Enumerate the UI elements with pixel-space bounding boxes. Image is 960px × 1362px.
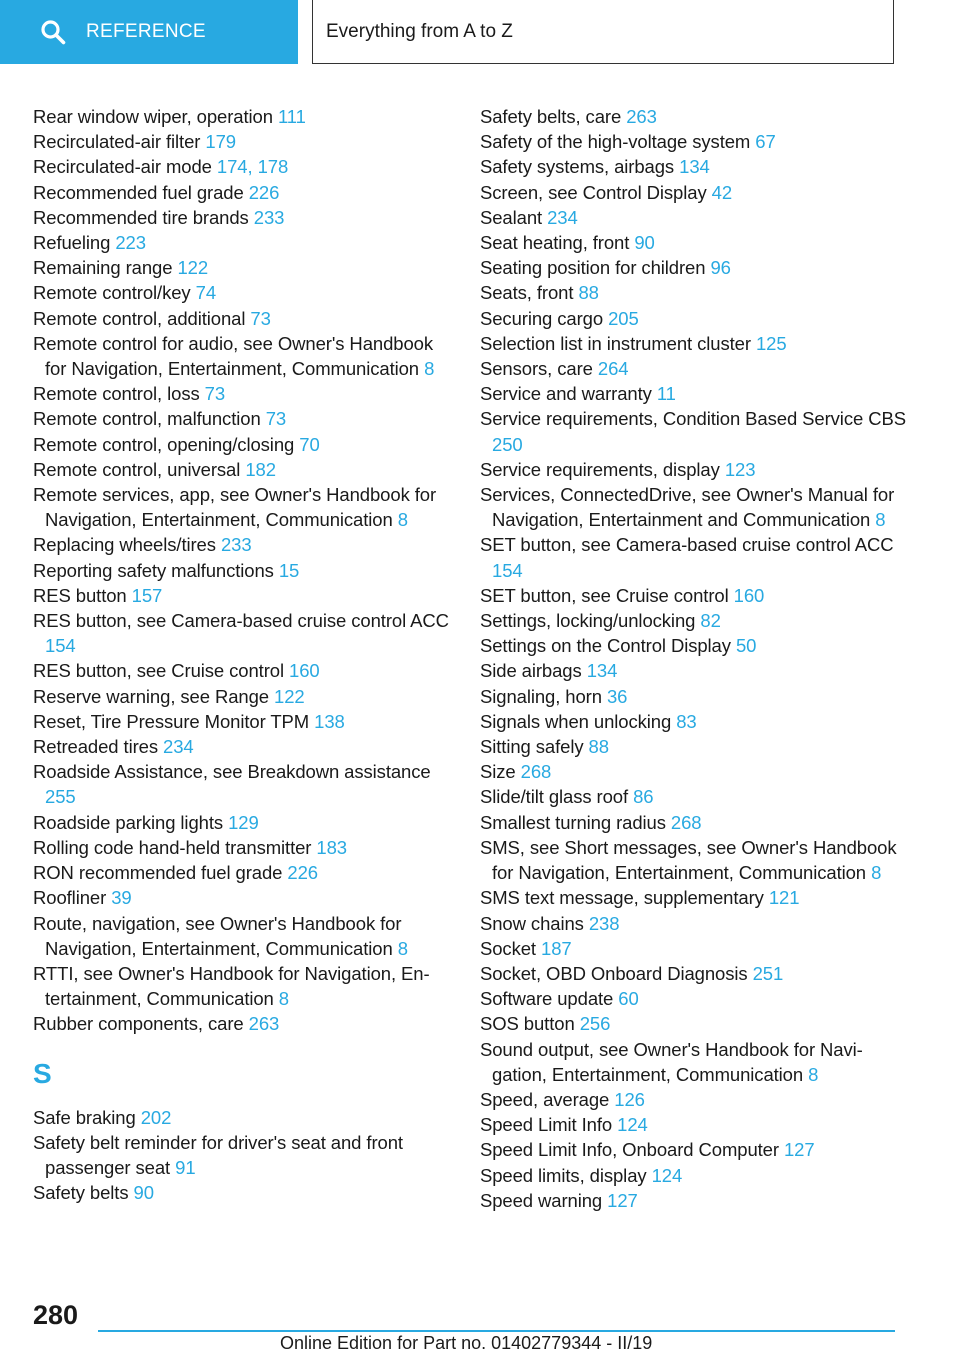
page-reference-link[interactable]: 96 [710, 257, 731, 279]
index-entry-text: Remote control, loss [33, 383, 200, 405]
index-entry [33, 1130, 453, 1180]
page-reference-link[interactable]: 60 [618, 988, 639, 1010]
page-reference-link[interactable]: 226 [287, 862, 318, 884]
index-entry-text: Remote control, additional [33, 307, 246, 329]
page-reference-link[interactable]: 90 [133, 1182, 154, 1204]
index-entry-text: Signaling, horn [480, 685, 602, 707]
page-reference-link[interactable]: 83 [676, 710, 697, 732]
page-reference-link[interactable]: 160 [733, 584, 765, 606]
page-reference-link[interactable]: 74 [195, 282, 217, 304]
page-reference-link[interactable]: 36 [606, 685, 628, 707]
index-entry-text: SOS button [480, 1013, 575, 1035]
page-reference-link[interactable]: 202 [140, 1106, 172, 1128]
header-section-tab [0, 0, 298, 64]
footer-edition: Online Edition for Part no. 01402779344 - II/19 [280, 1333, 653, 1353]
index-entry [480, 1188, 910, 1213]
page-reference-link[interactable]: 50 [735, 635, 757, 657]
index-entry-text: Sound output, see Owner's Handbook for Navigation, Entertainment, Communication [480, 1038, 863, 1085]
index-entry-text: SMS text message, supplementary [480, 887, 764, 909]
index-entry [33, 658, 453, 683]
page-reference-link[interactable]: 91 [175, 1156, 196, 1178]
index-entry-text: Recirculated-air mode [33, 156, 212, 178]
page-reference-link[interactable]: 127 [607, 1189, 638, 1211]
index-entry [480, 835, 910, 885]
page-reference-link[interactable]: 129 [228, 811, 259, 833]
index-entry-text: Recommended fuel grade [33, 181, 244, 203]
index-entry-text: Screen, see Control Display [480, 181, 707, 203]
page-reference-link[interactable]: 88 [578, 282, 599, 304]
page-reference-link[interactable]: 8 [424, 358, 435, 380]
index-entry [33, 205, 453, 230]
page-reference-link[interactable]: 234 [163, 736, 194, 758]
page-reference-link[interactable]: 234 [547, 206, 578, 228]
page-reference-link[interactable]: 263 [248, 1013, 280, 1035]
page-reference-link[interactable]: 42 [711, 181, 733, 203]
index-entry-text: Settings, locking/unlocking [480, 610, 696, 632]
page-reference-link[interactable]: 8 [871, 862, 882, 884]
index-entry [480, 608, 910, 633]
index-entry-text: Service and warranty [480, 383, 652, 405]
index-entry-text: Rubber components, care [33, 1013, 244, 1035]
index-entry [33, 885, 453, 910]
page-reference-link[interactable]: 251 [752, 962, 784, 984]
index-entry [480, 255, 910, 280]
index-entry-text: Safety of the high-voltage system [480, 131, 751, 153]
index-entry [480, 280, 910, 305]
page-reference-link[interactable]: 233 [253, 206, 285, 228]
index-column-right [480, 104, 910, 1213]
page-reference-link[interactable]: 90 [634, 232, 655, 254]
index-entry-text: Slide/tilt glass roof [480, 786, 629, 808]
index-entry-text: Securing cargo [480, 307, 604, 329]
index-entry [33, 608, 453, 658]
index-entry-text: Service requirements, display [480, 458, 720, 480]
index-entry [33, 457, 453, 482]
page-reference-link[interactable]: 73 [265, 408, 287, 430]
page-reference-link[interactable]: 223 [115, 232, 146, 254]
index-entry-text: Safety belt reminder for driver's seat and front passenger seat [33, 1131, 403, 1178]
index-entry-text: Socket [480, 937, 536, 959]
page-reference-link[interactable]: 124 [651, 1164, 683, 1186]
index-entry-text: Snow chains [480, 912, 584, 934]
index-entry-text: Smallest turning radius [480, 811, 666, 833]
index-entry [480, 457, 910, 482]
index-entry [480, 532, 910, 582]
page-reference-link[interactable]: 88 [588, 736, 609, 758]
index-entry-text: RON recommended fuel grade [33, 862, 283, 884]
index-column-left [33, 104, 453, 1205]
index-entry [33, 154, 453, 179]
index-entry [33, 331, 453, 381]
page-reference-link[interactable]: 126 [614, 1088, 645, 1110]
index-entry-text: Route, navigation, see Owner's Handbook for Navigation, Entertainment, Communication [33, 912, 402, 959]
index-entry-text: Seat heating, front [480, 232, 630, 254]
page-reference-link[interactable]: 154 [492, 559, 523, 581]
page-reference-link[interactable]: 70 [299, 433, 320, 455]
index-entry [33, 810, 453, 835]
page-reference-link[interactable]: 8 [397, 509, 408, 531]
page-reference-link[interactable]: 122 [177, 257, 209, 279]
index-entry [480, 633, 910, 658]
index-entry [33, 583, 453, 608]
index-entry-text: Speed Limit Info [480, 1114, 613, 1136]
index-entry-text: Speed warning [480, 1189, 603, 1211]
page-reference-link[interactable]: 82 [700, 610, 721, 632]
index-entry-text: Seats, front [480, 282, 574, 304]
page-reference-link[interactable]: 263 [626, 106, 657, 127]
page-reference-link[interactable]: 127 [783, 1139, 815, 1161]
page-number: 280 [33, 1300, 79, 1330]
search-icon [40, 19, 66, 45]
page-reference-link[interactable]: 174, 178 [216, 156, 289, 178]
index-entry [480, 331, 910, 356]
page-reference-link[interactable]: 250 [492, 433, 523, 455]
index-entry [480, 482, 910, 532]
page-reference-link[interactable]: 86 [633, 786, 654, 808]
index-entry-text: Refueling [33, 232, 111, 254]
index-entry [33, 1011, 453, 1036]
index-entry-text: Reporting safety malfunctions [33, 559, 274, 581]
index-entry [480, 911, 910, 936]
section-label: REFERENCE [86, 21, 206, 42]
index-entry-text: Sensors, care [480, 358, 593, 380]
page-reference-link[interactable]: 154 [45, 635, 76, 657]
index-entry [480, 1163, 910, 1188]
page-reference-link[interactable]: 8 [278, 988, 289, 1010]
page-reference-link[interactable]: 157 [131, 584, 163, 606]
index-entry [480, 885, 910, 910]
index-entry [480, 709, 910, 734]
page-reference-link[interactable]: 121 [768, 887, 800, 909]
page-reference-link[interactable]: 179 [205, 131, 236, 153]
index-entry-text: Selection list in instrument cluster [480, 332, 751, 354]
index-entry-text: Recommended tire brands [33, 206, 249, 228]
page-reference-link[interactable]: 73 [204, 383, 226, 405]
index-entry [480, 180, 910, 205]
index-entry [480, 759, 910, 784]
index-entry-text: Safety systems, airbags [480, 156, 675, 178]
index-entry [33, 558, 453, 583]
index-entry-text: Remote control/key [33, 282, 191, 304]
page-reference-link[interactable]: 134 [586, 660, 618, 682]
index-entry-text: Replacing wheels/tires [33, 534, 216, 556]
index-entry-text: Remote control, universal [33, 458, 241, 480]
section-letter: S [33, 1057, 52, 1089]
index-entry-text: Retreaded tires [33, 736, 158, 758]
index-entry [33, 482, 453, 532]
index-entry [480, 936, 910, 961]
page-reference-link[interactable]: 183 [316, 836, 347, 858]
index-entry-text: Side airbags [480, 660, 582, 682]
index-entry-text: RES button, see Camera-based cruise control ACC [33, 610, 449, 632]
index-entry [33, 180, 453, 205]
index-entry [480, 230, 910, 255]
index-list-s-continued [480, 104, 910, 1213]
index-entry [480, 784, 910, 809]
index-entry [480, 356, 910, 381]
index-entry [480, 154, 910, 179]
index-entry [480, 205, 910, 230]
index-entry-text: Software update [480, 988, 614, 1010]
page-reference-link[interactable]: 134 [679, 156, 710, 178]
index-entry [480, 406, 910, 456]
page-reference-link[interactable]: 8 [397, 937, 408, 959]
index-entry-text: Rolling code hand-held transmitter [33, 836, 312, 858]
index-entry [33, 230, 453, 255]
index-entry-text: Roadside Assistance, see Breakdown assistance [33, 761, 431, 783]
index-entry [480, 1137, 910, 1162]
index-entry-text: Sealant [480, 206, 543, 228]
index-entry [480, 1112, 910, 1137]
index-entry [480, 810, 910, 835]
page-reference-link[interactable]: 138 [314, 710, 345, 732]
index-entry-text: RES button, see Cruise control [33, 660, 284, 682]
page-reference-link[interactable]: 8 [808, 1063, 819, 1085]
index-entry-text: Socket, OBD Onboard Diagnosis [480, 962, 748, 984]
index-entry [33, 734, 453, 759]
page-reference-link[interactable]: 124 [617, 1114, 648, 1136]
index-entry [33, 255, 453, 280]
page-title: Everything from A to Z [326, 20, 513, 42]
index-entry [480, 961, 910, 986]
page-reference-link[interactable]: 111 [277, 106, 306, 127]
index-entry [33, 961, 453, 1011]
index-entry-text: Speed, average [480, 1088, 610, 1110]
page-reference-link[interactable]: 256 [579, 1013, 611, 1035]
footer-divider [98, 1330, 895, 1332]
index-entry-text: Service requirements, Condition Based Service CBS [480, 408, 906, 430]
index-entry-text: Services, ConnectedDrive, see Owner's Manual for Navigation, Entertainment and Communication [480, 484, 895, 531]
page-reference-link[interactable]: 187 [541, 937, 572, 959]
index-entry-text: SMS, see Short messages, see Owner's Handbook for Navigation, Entertainment, Communication [480, 836, 897, 884]
index-entry [480, 306, 910, 331]
index-entry [33, 911, 453, 961]
index-entry [33, 129, 453, 154]
index-entry [33, 406, 453, 431]
index-entry-text: Speed limits, display [480, 1164, 647, 1186]
index-entry-text: Safety belts, care [480, 106, 622, 127]
index-entry-text: SET button, see Camera-based cruise control ACC [480, 534, 894, 556]
index-entry [480, 104, 910, 129]
page-reference-link[interactable]: 11 [656, 383, 676, 405]
index-entry [480, 986, 910, 1011]
index-entry-text: Recirculated-air filter [33, 131, 201, 153]
index-entry-text: Roadside parking lights [33, 811, 224, 833]
index-entry [480, 583, 910, 608]
page-reference-link[interactable]: 268 [670, 811, 702, 833]
index-entry [33, 835, 453, 860]
index-entry [33, 381, 453, 406]
page-reference-link[interactable]: 268 [520, 761, 552, 783]
index-entry [33, 432, 453, 457]
page-reference-link[interactable]: 160 [289, 660, 320, 682]
page-reference-link[interactable]: 205 [608, 307, 639, 329]
page-reference-link[interactable]: 39 [111, 887, 132, 909]
index-entry [480, 1037, 910, 1087]
page-reference-link[interactable]: 122 [274, 685, 305, 707]
index-entry-text: Safe braking [33, 1106, 136, 1128]
index-entry [480, 684, 910, 709]
page-reference-link[interactable]: 67 [755, 131, 776, 153]
index-entry-text: Rear window wiper, operation [33, 106, 273, 127]
index-list-r [33, 104, 453, 1037]
index-entry-text: Remote control, opening/closing [33, 433, 295, 455]
page-reference-link[interactable]: 125 [755, 332, 787, 354]
index-entry-text: Settings on the Control Display [480, 635, 731, 657]
index-entry [33, 306, 453, 331]
index-entry-text: SET button, see Cruise control [480, 584, 729, 606]
index-entry-text: Reserve warning, see Range [33, 685, 269, 707]
index-entry-text: Remote control, malfunction [33, 408, 261, 430]
index-entry-text: Roofliner [33, 887, 107, 909]
index-entry [480, 658, 910, 683]
page-reference-link[interactable]: 255 [45, 786, 76, 808]
index-entry-text: Sitting safely [480, 736, 584, 758]
page-reference-link[interactable]: 238 [588, 912, 620, 934]
index-entry [480, 1011, 910, 1036]
page-reference-link[interactable]: 15 [278, 559, 300, 581]
index-entry-text: Reset, Tire Pressure Monitor TPM [33, 710, 310, 732]
page-reference-link[interactable]: 264 [597, 358, 629, 380]
index-entry [33, 280, 453, 305]
index-entry [480, 1087, 910, 1112]
index-entry [33, 532, 453, 557]
index-entry-text: Speed Limit Info, Onboard Computer [480, 1139, 779, 1161]
page-reference-link[interactable]: 8 [875, 509, 886, 531]
index-entry-text: Signals when unlocking [480, 710, 672, 732]
index-entry-text: RTTI, see Owner's Handbook for Navigation, Entertainment, Communication [33, 962, 430, 1010]
index-entry-text: Size [480, 761, 516, 783]
index-entry [33, 1105, 453, 1130]
index-entry [33, 1180, 453, 1205]
index-entry-text: Remote services, app, see Owner's Handbook for Navigation, Entertainment, Communication [33, 484, 437, 531]
index-entry [480, 734, 910, 759]
index-entry [33, 104, 453, 129]
index-entry-text: Safety belts [33, 1182, 129, 1204]
page-reference-link[interactable]: 226 [248, 181, 280, 203]
index-entry [33, 709, 453, 734]
page-reference-link[interactable]: 73 [250, 307, 271, 329]
index-entry [33, 860, 453, 885]
page-reference-link[interactable]: 233 [220, 534, 252, 556]
index-list-s [33, 1105, 453, 1206]
index-entry-text: Seating position for children [480, 257, 706, 279]
index-entry [480, 129, 910, 154]
page-header [312, 0, 894, 64]
page-reference-link[interactable]: 182 [245, 458, 276, 480]
page-reference-link[interactable]: 123 [724, 458, 756, 480]
index-entry [33, 684, 453, 709]
index-entry [480, 381, 910, 406]
index-entry-text: RES button [33, 584, 127, 606]
index-entry [33, 759, 453, 809]
index-entry-text: Remote control for audio, see Owner's Handbook for Navigation, Entertainment, Communication [33, 332, 433, 380]
index-entry-text: Remaining range [33, 257, 173, 279]
